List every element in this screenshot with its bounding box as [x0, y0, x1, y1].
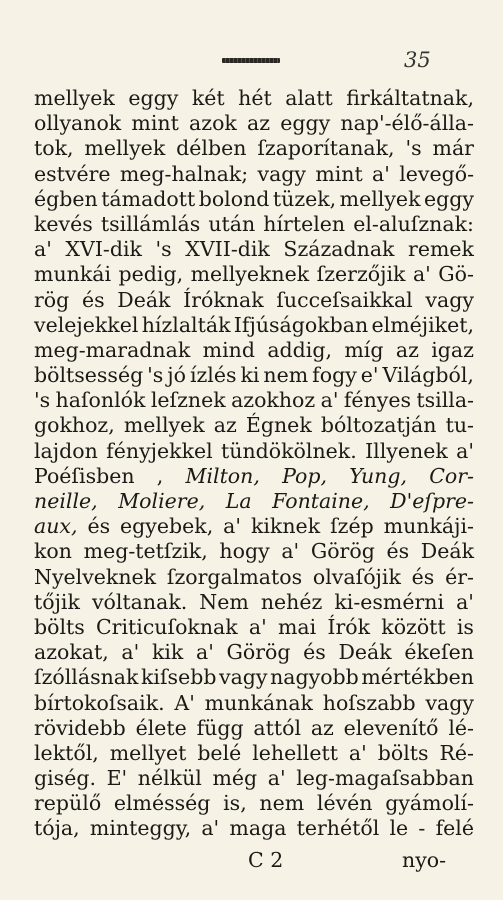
text-line [34, 816, 474, 841]
word: XVI-dik [65, 237, 142, 262]
word: nem [259, 791, 305, 816]
word: el-aluſznak: [353, 211, 474, 236]
text-line [34, 388, 474, 413]
word: hoſszabb [322, 690, 416, 715]
text-line [34, 86, 474, 111]
word: és [81, 287, 105, 312]
word: kon [34, 539, 72, 564]
word: Nem [199, 589, 249, 614]
word: vagy [219, 665, 268, 690]
word: firkáltatnak, [346, 86, 474, 110]
word: gyámolí- [385, 791, 474, 816]
word: haſonlók [55, 388, 146, 413]
word: Írók [327, 614, 371, 639]
word: a' [196, 640, 214, 665]
word: és [411, 564, 435, 589]
word: délben [176, 136, 247, 161]
word: elmésség [113, 791, 211, 816]
text-line [34, 162, 474, 187]
word: eggy [280, 111, 331, 136]
word: élete [135, 715, 187, 740]
word: rövidebb [34, 715, 126, 740]
text-line [34, 237, 474, 262]
word: a' [372, 161, 390, 186]
word: hogy [219, 539, 270, 564]
signature-mark: C 2 [248, 848, 284, 872]
word: az [247, 111, 271, 136]
word: e' [360, 363, 379, 388]
word: 's [405, 136, 422, 161]
text-line [34, 187, 474, 212]
word: ſzép [330, 514, 374, 539]
word: két [191, 86, 225, 110]
word: munkáji- [383, 514, 474, 539]
word: között [381, 614, 446, 639]
word: aux, [34, 514, 78, 539]
word: azokhoz [231, 388, 316, 413]
word: rög [34, 287, 70, 312]
word: és [303, 640, 326, 665]
word: le [389, 816, 409, 841]
word: munkának [204, 690, 313, 715]
text-line [34, 363, 474, 388]
word: Századnak [283, 237, 395, 262]
word: ſzorgalmatos [166, 564, 303, 589]
word: támadott [101, 186, 196, 211]
word: Fontaine, [272, 489, 370, 513]
word: leſznek [150, 388, 226, 413]
word: nem [263, 363, 309, 388]
word: kik [151, 640, 184, 665]
word: függ [196, 715, 244, 740]
word: ékeſen [404, 640, 474, 665]
text-line [34, 615, 474, 640]
word: a' [348, 740, 367, 765]
word: míg [344, 337, 384, 362]
word: Milton, [185, 463, 260, 488]
word: Íróknak [183, 287, 264, 312]
word: Moliere, [118, 489, 206, 513]
word: Égnek [245, 413, 312, 438]
word: vóltanak. [91, 589, 188, 614]
text-line [34, 665, 474, 690]
word: hét [238, 86, 272, 110]
word: tu- [445, 413, 474, 438]
word: vagy [257, 161, 307, 186]
word: jó [167, 363, 186, 388]
text-line [34, 338, 474, 363]
word: lé- [448, 715, 474, 740]
word: E' [106, 766, 128, 791]
word: hírtelen [263, 211, 346, 236]
word: Deák [420, 539, 474, 564]
word: lehellett [252, 740, 338, 765]
text-line [34, 413, 474, 438]
word: ſzóllásnak [34, 665, 139, 690]
word: eggy [128, 86, 179, 110]
word: addig, [267, 337, 332, 362]
word: fogy [312, 363, 357, 388]
word: a' [248, 614, 267, 639]
word: Ré- [439, 740, 474, 765]
word: ollyanok [34, 111, 122, 136]
word: belé [197, 740, 242, 765]
header-ornament-rule [222, 58, 280, 63]
word: tsilla- [416, 388, 474, 413]
word: bírtokoſsaik. [34, 690, 165, 715]
word: a' [267, 766, 286, 791]
text-line [34, 464, 474, 489]
word: kiknek [250, 514, 321, 539]
word: ſucceſsaikkal [276, 287, 413, 312]
word: eggy [423, 186, 474, 211]
word: mint [315, 161, 363, 186]
word: D'eſpre- [390, 489, 474, 513]
word: olvaſójik [312, 564, 401, 589]
word: tőjik [34, 589, 80, 614]
text-line [34, 262, 474, 287]
word: a' [320, 388, 339, 413]
text-line [34, 539, 474, 564]
word: tüzek, [272, 186, 337, 211]
word: tója, [34, 816, 80, 841]
word: mint [131, 111, 179, 136]
word: ér- [445, 564, 474, 589]
word: azokat, [34, 640, 109, 665]
word: lévén [316, 791, 373, 816]
word: vagy [425, 287, 474, 312]
word: munkái [34, 262, 112, 287]
word: tsillámlás [100, 211, 201, 236]
word: mellyeknek [190, 262, 310, 287]
word: mellyet [109, 740, 187, 765]
word: nap'-élő-álla- [340, 111, 474, 136]
word: velejekkel [34, 312, 139, 337]
text-line [34, 791, 474, 816]
word: Görög [310, 539, 375, 564]
word: - [418, 816, 426, 841]
word: kevés [34, 211, 93, 236]
word: igaz [431, 337, 474, 362]
word: Deák [338, 640, 392, 665]
word: meg-maradnak [34, 337, 191, 362]
word: mind [202, 337, 255, 362]
word: Ifjúságokban [233, 312, 369, 337]
word: nagyobb [270, 665, 359, 690]
word: bolond [198, 186, 270, 211]
word: Görög [226, 640, 291, 665]
word: az [213, 413, 237, 438]
text-line [34, 111, 474, 136]
word: Nyelveknek [34, 564, 157, 589]
word: Gö- [438, 262, 474, 287]
text-line [34, 136, 474, 161]
word: Deák [117, 287, 171, 312]
word: repülő [34, 791, 102, 816]
word: giség. [34, 766, 96, 791]
page-footer [34, 848, 474, 874]
word: mai [277, 614, 317, 639]
body-text [34, 86, 474, 842]
word: 's [147, 363, 164, 388]
word: mellyek [34, 86, 115, 110]
word: fényes [343, 388, 411, 413]
word: a' [223, 514, 242, 539]
word: is [456, 614, 474, 639]
word: böltsesség [34, 363, 144, 388]
word: leg-magaſsabban [296, 766, 474, 791]
word: 's [155, 237, 172, 262]
word: a' [456, 589, 474, 614]
word: azok [189, 111, 237, 136]
word: és [386, 539, 410, 564]
word: a' [34, 237, 52, 262]
text-line [34, 590, 474, 615]
page-number: 35 [404, 48, 431, 72]
word: is, [223, 791, 247, 816]
catchword: nyo- [402, 848, 447, 872]
text-line [34, 565, 474, 590]
word: minteggy, [89, 816, 192, 841]
word: Criticuſoknak [95, 614, 238, 639]
word: és [87, 514, 111, 539]
word: A' [174, 690, 195, 715]
word: neille, [34, 489, 98, 513]
word: , [156, 463, 164, 488]
word: ki-esmérni [334, 589, 445, 614]
text-line [34, 766, 474, 791]
word: még [212, 766, 258, 791]
text-line [34, 212, 474, 237]
text-line [34, 691, 474, 716]
word: Pop, [282, 463, 328, 488]
word: hízlalták [141, 312, 231, 337]
word: ſzerzőjik [316, 262, 406, 287]
word: tok, [34, 136, 74, 161]
word: bölts [34, 614, 85, 639]
word: 's [34, 388, 51, 413]
text-line [34, 489, 474, 514]
text-line [34, 313, 474, 338]
word: lajdon [34, 438, 98, 463]
word: maga [229, 816, 287, 841]
word: levegő- [399, 161, 474, 186]
word: bölts [377, 740, 429, 765]
word: már [432, 136, 474, 161]
word: elevenítő [343, 715, 439, 740]
word: terhétől [296, 816, 380, 841]
word: remek [408, 237, 474, 262]
word: az [395, 337, 419, 362]
text-line [34, 716, 474, 741]
word: kiſsebb [140, 665, 217, 690]
word: lektől, [34, 740, 99, 765]
word: bóltozatján [320, 413, 437, 438]
text-line [34, 439, 474, 464]
word: Világból, [382, 363, 474, 388]
word: ſzaporítanak, [257, 136, 395, 161]
word: mértékben [361, 665, 474, 690]
word: meg-halnak; [119, 161, 249, 186]
word: meg-tetſzik, [83, 539, 208, 564]
word: estvére [34, 161, 111, 186]
word: Yung, [349, 463, 407, 488]
word: La [225, 489, 252, 513]
text-line [34, 514, 474, 539]
word: tündökölnek. [221, 438, 357, 463]
word: mellyek [123, 413, 205, 438]
word: az [310, 715, 334, 740]
word: Illyenek [365, 438, 448, 463]
word: a' [456, 438, 474, 463]
word: a' [412, 262, 431, 287]
word: égben [34, 186, 98, 211]
word: mellyek [84, 136, 166, 161]
word: pedig, [118, 262, 184, 287]
word: nélkül [137, 766, 202, 791]
word: felé [435, 816, 474, 841]
word: gokhoz, [34, 413, 115, 438]
word: attól [253, 715, 302, 740]
text-line [34, 288, 474, 313]
word: ki [240, 363, 260, 388]
word: ízlés [189, 363, 237, 388]
word: után [208, 211, 256, 236]
text-line [34, 640, 474, 665]
word: mellyek [339, 186, 421, 211]
word: Cor- [429, 463, 474, 488]
word: alatt [285, 86, 333, 110]
word: fényjekkel [106, 438, 213, 463]
text-line [34, 741, 474, 766]
word: Poéſisben [34, 463, 135, 488]
word: vagy [425, 690, 474, 715]
word: XVII-dik [185, 237, 270, 262]
word: a' [201, 816, 220, 841]
word: nehéz [260, 589, 323, 614]
word: a' [121, 640, 140, 665]
word: elméjiket, [371, 312, 474, 337]
word: egyebek, [120, 514, 214, 539]
word: a' [281, 539, 300, 564]
